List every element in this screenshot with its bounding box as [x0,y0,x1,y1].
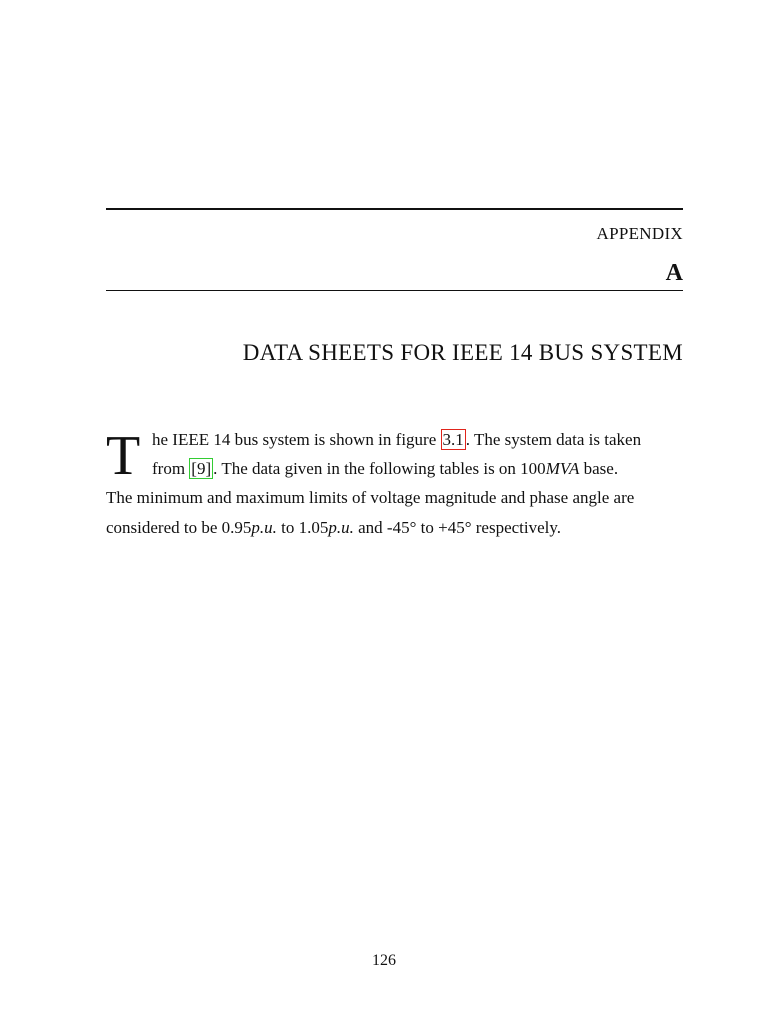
paragraph-line [152,430,641,450]
drop-cap: T [106,425,141,487]
paragraph-line: The minimum and maximum limits of voltage magnitude and phase angle are [106,488,635,507]
math-unit: p.u. [251,518,277,537]
text-run: from [152,459,190,478]
appendix-label: APPENDIX [596,224,683,243]
text-run: considered to be 0.95 [106,518,252,537]
chapter-title: DATA SHEETS FOR IEEE 14 BUS SYSTEM [242,340,683,365]
paragraph-line [152,459,618,479]
text-run: and -45° to +45° respectively. [353,518,562,537]
citation-bracket: [ [191,459,197,478]
paragraph-line [106,518,561,538]
appendix-letter: A [665,260,683,286]
text-run: base. [579,459,619,478]
math-unit: p.u. [328,518,354,537]
text-run: to 1.05 [276,518,329,537]
text-run: . The system data is taken [465,430,642,449]
citation-bracket: ] [205,459,212,478]
figure-reference-link[interactable]: 3.1 [442,430,464,449]
text-run: . The data given in the following tables is on 100 [213,459,546,478]
citation-number: 9 [196,459,206,478]
header-rule-top [106,208,683,210]
header-rule-bottom [106,290,683,291]
text-run: he IEEE 14 bus system is shown in figure [152,430,441,449]
math-unit: MVA [545,459,580,478]
citation-link[interactable] [189,458,213,479]
page-number: 126 [372,952,396,969]
